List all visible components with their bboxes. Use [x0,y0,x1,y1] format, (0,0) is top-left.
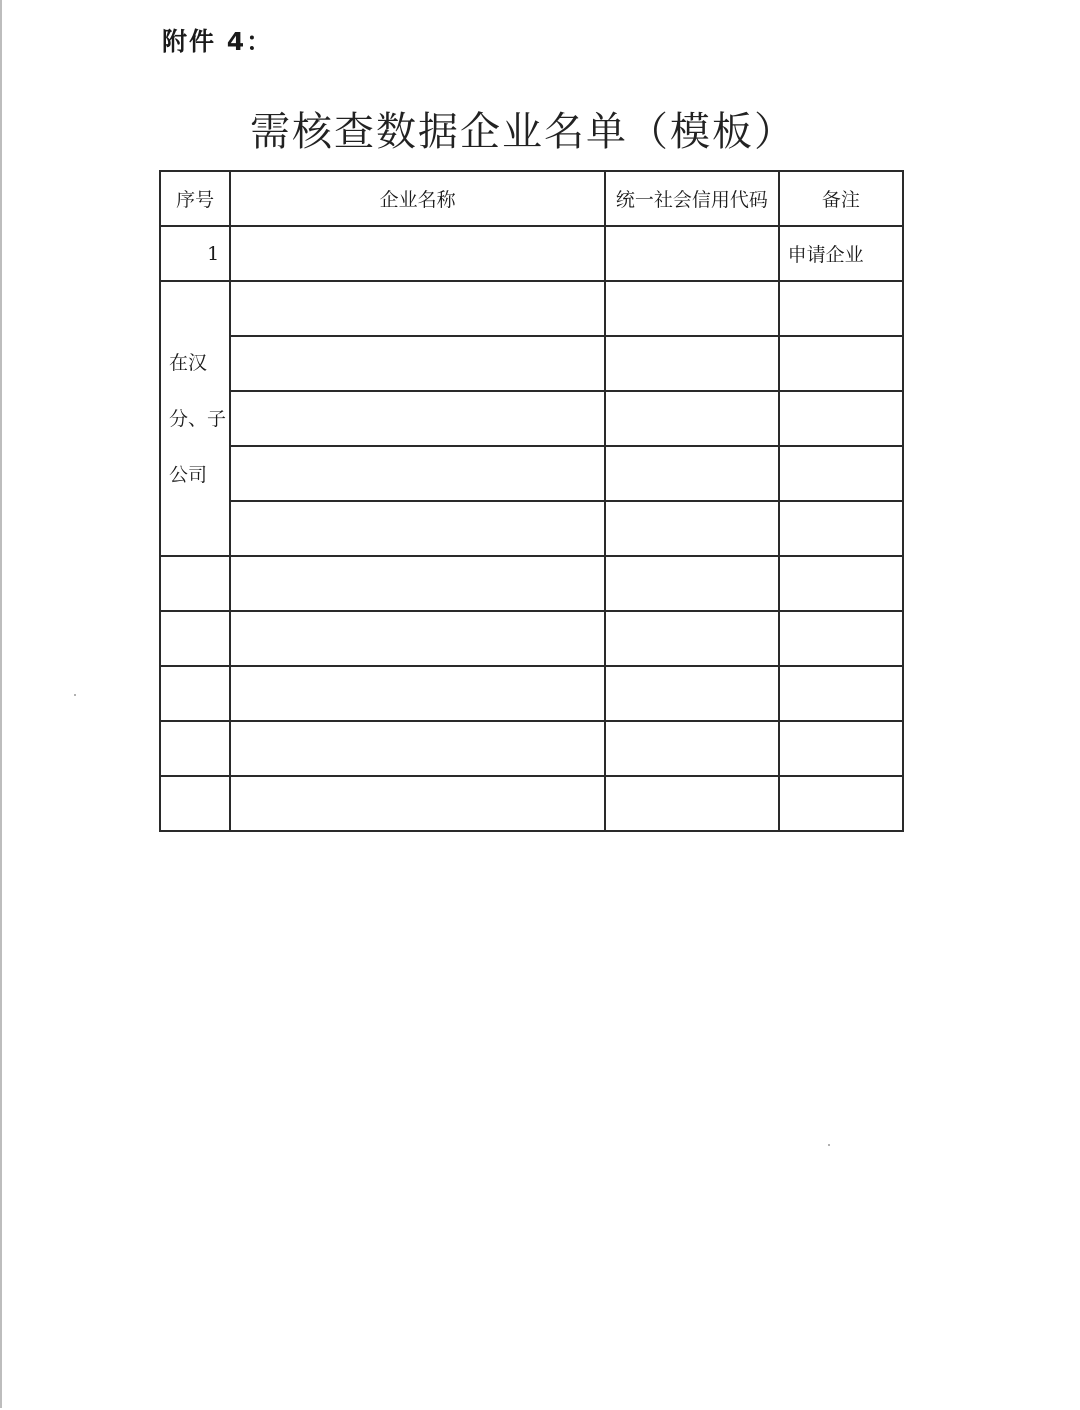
note-cell [779,446,903,501]
group-label-line: 公司 [169,463,208,486]
row-1-code-cell [605,226,778,281]
table-row [160,721,903,776]
note-cell [779,776,903,831]
code-cell [605,721,778,776]
code-cell [605,611,778,666]
table-row [160,556,903,611]
code-cell [605,556,778,611]
name-cell [230,501,605,556]
header-code: 统一社会信用代码 [605,171,778,226]
note-cell [779,391,903,446]
group-label-line: 在汉 [169,351,208,374]
name-cell [230,446,605,501]
row-1-note: 申请企业 [779,226,903,281]
table-header-row [160,171,903,226]
code-cell [605,776,778,831]
code-cell [605,446,778,501]
table-row [160,501,903,556]
seq-cell [160,611,230,666]
header-seq: 序号 [160,171,230,226]
note-cell [779,501,903,556]
row-1-seq: 1 [160,226,230,281]
code-cell [605,666,778,721]
name-cell [230,666,605,721]
code-cell [605,501,778,556]
name-cell [230,391,605,446]
note-cell [779,336,903,391]
name-cell [230,281,605,336]
seq-cell [160,666,230,721]
scan-speck [74,694,76,696]
code-cell [605,391,778,446]
name-cell [230,611,605,666]
table-row [160,446,903,501]
group-label-line: 分、子 [169,407,227,430]
note-cell [779,666,903,721]
table-row [160,391,903,446]
name-cell [230,556,605,611]
name-cell [230,721,605,776]
name-cell [230,336,605,391]
enterprise-list-table [159,170,904,832]
attachment-label: 附件 4： [162,27,274,56]
note-cell [779,281,903,336]
scan-speck [828,1144,830,1146]
seq-cell [160,776,230,831]
note-cell [779,611,903,666]
seq-cell [160,556,230,611]
code-cell [605,281,778,336]
name-cell [230,776,605,831]
table-row [160,281,903,336]
seq-cell [160,721,230,776]
table-row [160,776,903,831]
row-1-name-cell [230,226,605,281]
header-name: 企业名称 [230,171,605,226]
code-cell [605,336,778,391]
table-row [160,336,903,391]
table-row [160,611,903,666]
group-label-branch-subsidiary [160,281,230,556]
header-note: 备注 [779,171,903,226]
note-cell [779,721,903,776]
table-row [160,226,903,281]
note-cell [779,556,903,611]
document-title: 需核查数据企业名单（模板） [250,109,796,155]
table-row [160,666,903,721]
